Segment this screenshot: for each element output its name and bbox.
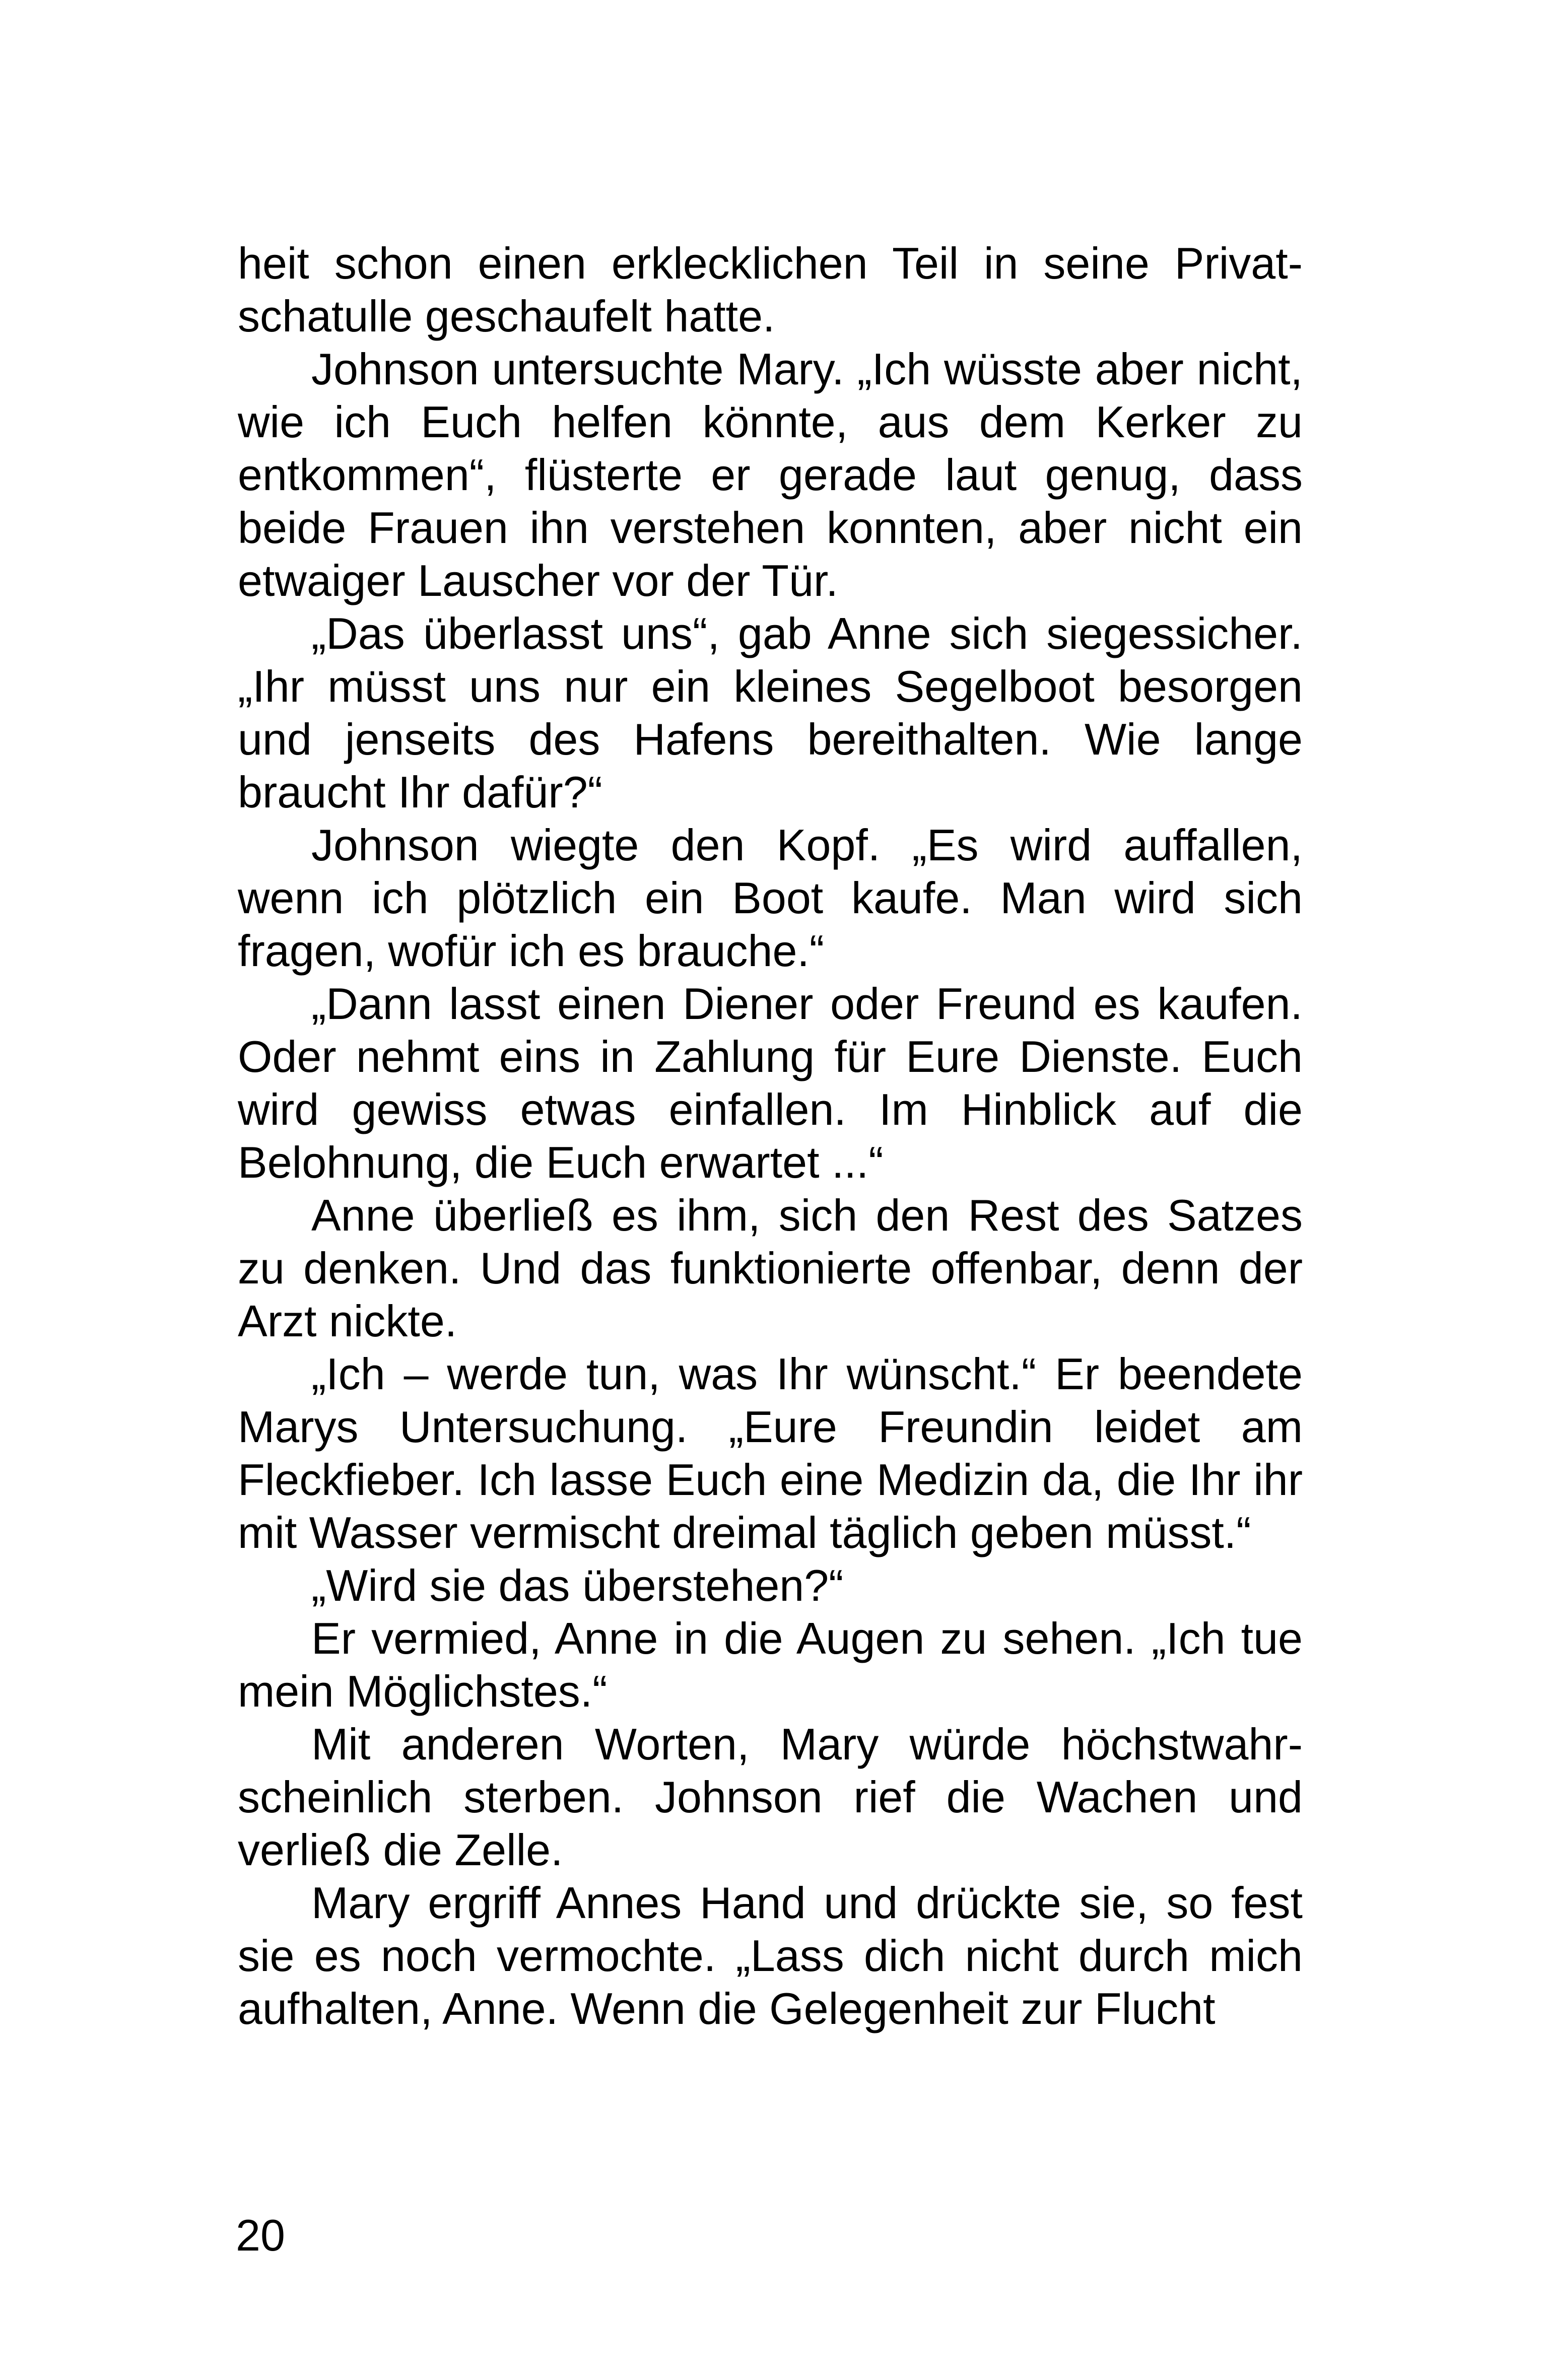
paragraph: „Wird sie das überstehen?“ xyxy=(311,1560,844,1610)
paragraph: Anne überließ es ihm, sich den Rest des Satzes zu denken. Und das funktionierte offenbar, denn der Arzt nickte. xyxy=(238,1190,1303,1346)
body-text xyxy=(238,237,1303,2035)
paragraph: Johnson wiegte den Kopf. „Es wird auffallen, wenn ich plötzlich ein Boot kaufe. Man wird sich fragen, wofür ich es brauche.“ xyxy=(238,820,1303,976)
paragraph: Johnson untersuchte Mary. „Ich wüsste aber nicht, wie ich Euch helfen könnte, aus dem Kerker zu entkommen“, flüsterte er gerade laut genug, dass beide Frauen ihn verstehen konnten, aber nicht ein etwaiger Lauscher vor der Tür. xyxy=(238,344,1303,605)
paragraph: „Ich – werde tun, was Ihr wünscht.“ Er beendete Marys Untersuchung. „Eure Freundin leidet am Fleckfieber. Ich lasse Euch eine Medizin da, die Ihr ihr mit Wasser vermischt dreimal täglich geben müsst.“ xyxy=(238,1349,1303,1557)
paragraph: Mit anderen Worten, Mary würde höchstwahrscheinlich sterben. Johnson rief die Wachen und verließ die Zelle. xyxy=(238,1719,1303,1875)
paragraph: Mary ergriff Annes Hand und drückte sie, so fest sie es noch vermochte. „Lass dich nicht durch mich aufhalten, Anne. Wenn die Gelegenheit zur Flucht xyxy=(238,1878,1303,2033)
paragraph: Er vermied, Anne in die Augen zu sehen. „Ich tue mein Möglichstes.“ xyxy=(238,1613,1303,1716)
paragraph: „Das überlasst uns“, gab Anne sich siegessicher. „Ihr müsst uns nur ein kleines Segelboot besorgen und jenseits des Hafens bereithalten. Wie lange braucht Ihr dafür?“ xyxy=(238,608,1303,817)
paragraph: „Dann lasst einen Diener oder Freund es kaufen. Oder nehmt eins in Zahlung für Eure Dienste. Euch wird gewiss etwas einfallen. Im Hinblick auf die Belohnung, die Euch erwartet ...“ xyxy=(238,979,1303,1187)
paragraph-continued: heit schon einen erklecklichen Teil in seine Privatschatulle geschaufelt hatte. xyxy=(238,238,1303,341)
page-number: 20 xyxy=(236,2210,285,2260)
